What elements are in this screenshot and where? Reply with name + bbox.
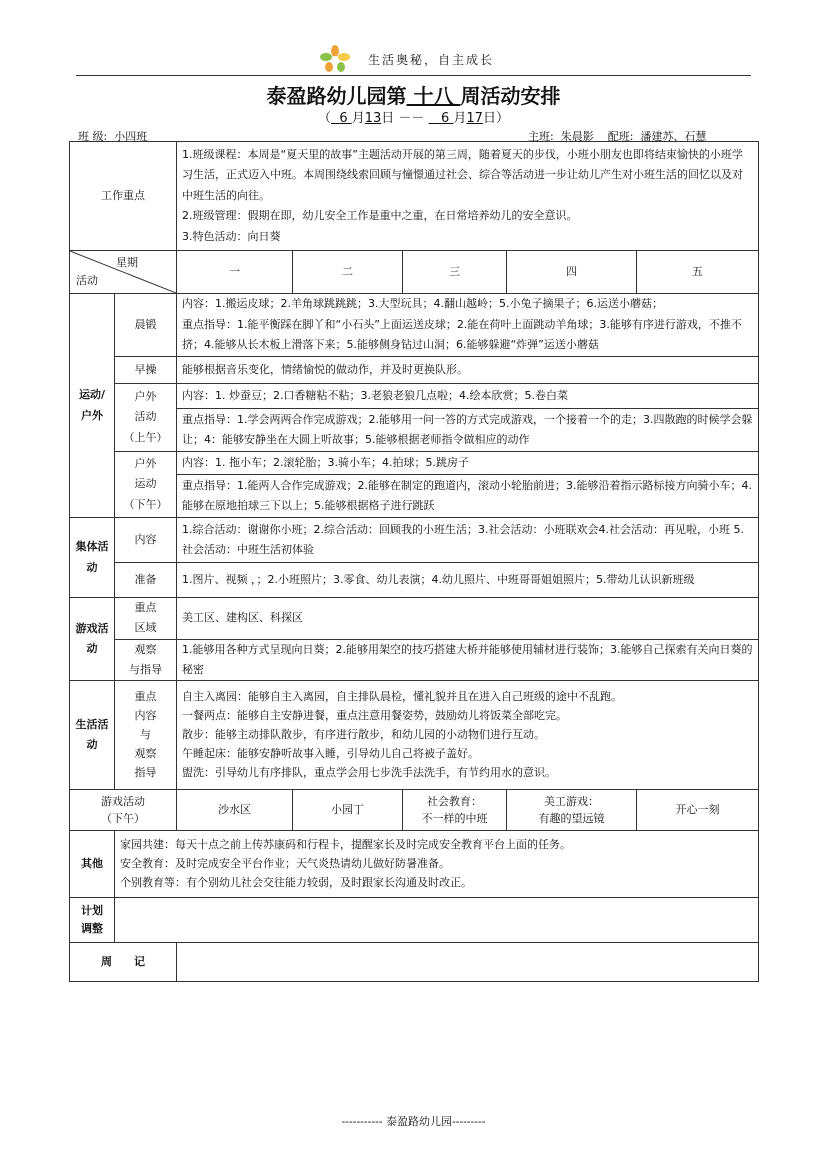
plan-adjust-content — [115, 898, 759, 943]
group-activity-prep-row — [70, 563, 759, 598]
outdoor-pm-label: 户外 运动 （下午） — [115, 452, 177, 518]
morning-drill-label: 早操 — [115, 357, 177, 384]
life-activity-line: 散步：能够主动排队散步，有序进行散步，和幼儿园的小动物们进行互动。 — [182, 727, 545, 741]
outdoor-am-focus: 重点指导：1.学会两两合作完成游戏；2.能够用一问一答的方式完成游戏，一个接着一个的走；3.四散跑的时候学会躲让；4：能够安静坐在大圆上听故事；5.能够根据老师指令做相应的动作 — [177, 409, 759, 452]
work-focus-row — [70, 142, 759, 251]
page-footer: ----------- 泰盈路幼儿园--------- — [341, 1115, 486, 1128]
title-prefix: 泰盈路幼儿园第 — [266, 84, 407, 108]
start-month: 6 — [339, 111, 348, 126]
pm-game-thursday: 美工游戏： 有趣的望远镜 — [507, 790, 637, 831]
weekly-note-label: 周 记 — [70, 943, 177, 982]
work-focus-content — [177, 142, 759, 251]
pm-games-row — [70, 790, 759, 831]
weekday-diagonal-header — [70, 251, 177, 294]
morning-exercise-label: 晨锻 — [115, 294, 177, 357]
outdoor-pm-focus: 重点指导：1.能两人合作完成游戏；2.能够在制定的跑道内，滚动小轮胎前进；3.能够沿着指示路标接方向骑小车；4.能够在原地拍球三下以上；5.能够根据格子进行跳跃 — [177, 475, 759, 518]
life-activity-row — [70, 681, 759, 790]
pm-game-friday: 开心一刻 — [637, 790, 759, 831]
sports-outdoor-group-label: 运动/户外 — [70, 294, 115, 518]
start-day: 13 — [364, 111, 382, 126]
pm-game-monday: 沙水区 — [177, 790, 293, 831]
day-friday: 五 — [637, 251, 759, 294]
morning-exercise-content: 内容：1.搬运皮球；2.羊角球跳跳跳；3.大型玩具；4.翻山越岭；5.小兔子摘果子；6.运送小蘑菇； — [182, 297, 663, 311]
weekly-note-row — [70, 943, 759, 982]
weekly-note-content — [177, 943, 759, 982]
outdoor-pm-content: 内容：1. 拖小车；2.滚轮胎；3.骑小车；4.拍球；5.跳房子 — [177, 452, 759, 475]
other-line: 安全教育：及时完成安全平台作业；天气炎热请幼儿做好防暑准备。 — [120, 856, 450, 870]
work-focus-line: 3.特色活动：向日葵 — [182, 229, 281, 243]
assistant-teachers: 潘建苏、石慧 — [640, 130, 707, 143]
life-activity-label: 生活活动 — [70, 681, 115, 790]
outdoor-am-content-row — [70, 384, 759, 409]
game-area-label: 重点 区域 — [115, 598, 177, 640]
kindergarten-logo-icon — [318, 44, 352, 74]
activity-label: 活动 — [76, 273, 98, 287]
class-name: 小四班 — [114, 130, 148, 143]
end-day: 17 — [466, 111, 483, 126]
plan-adjust-label: 计划 调整 — [70, 898, 115, 943]
other-content — [115, 831, 759, 898]
pm-game-tuesday: 小园丁 — [293, 790, 403, 831]
plan-adjust-row — [70, 898, 759, 943]
pm-games-label: 游戏活动 （下午） — [70, 790, 177, 831]
game-observation-label: 观察 与指导 — [115, 639, 177, 681]
head-teacher: 朱晨影 — [560, 130, 594, 143]
life-activity-content — [177, 681, 759, 790]
life-activity-line: 午睡起床：能够安静听故事入睡，引导幼儿自己将被子盖好。 — [182, 746, 479, 760]
outdoor-am-label: 户外 活动 （上午） — [115, 384, 177, 452]
life-activity-focus-label: 重点 内容 与 观察 指导 — [115, 681, 177, 790]
pm-game-wednesday: 社会教育： 不一样的中班 — [403, 790, 507, 831]
header-divider — [76, 75, 751, 76]
game-area-content: 美工区、建构区、科探区 — [177, 598, 759, 640]
header-motto: 生活奥秘，自主成长 — [368, 53, 495, 67]
date-range: （ 6 月13日 －－ 6 月17日） — [318, 111, 509, 126]
day-thursday: 四 — [507, 251, 637, 294]
weekday-header-row — [70, 251, 759, 294]
morning-exercise-row — [70, 294, 759, 357]
group-activity-label: 集体活动 — [70, 518, 115, 598]
group-activity-content-row — [70, 518, 759, 563]
day-wednesday: 三 — [403, 251, 507, 294]
title-suffix: 周活动安排 — [460, 84, 561, 108]
work-focus-line: 1.班级课程：本周是“夏天里的故事”主题活动开展的第三周，随着夏天的步伐，小班小朋友也即将结束愉快的小班学习生活，正式迈入中班。本周围绕线索回顾与憧憬通过社会、综合等活动进一步让幼儿产生对小班生活的回忆以及对中班生活的向往。 — [182, 148, 743, 202]
life-activity-line: 一餐两点：能够自主安静进餐，重点注意用餐姿势，鼓励幼儿将饭菜全部吃完。 — [182, 709, 567, 723]
title-week: 十八 — [413, 84, 454, 108]
life-activity-line: 盥洗：引导幼儿有序排队，重点学会用七步洗手法洗手，有节约用水的意识。 — [182, 765, 556, 779]
work-focus-label: 工作重点 — [70, 142, 177, 251]
work-focus-line: 2.班级管理：假期在即，幼儿安全工作是重中之重，在日常培养幼儿的安全意识。 — [182, 209, 578, 223]
page-title — [0, 80, 827, 109]
other-row — [70, 831, 759, 898]
morning-drill-content: 能够根据音乐变化，情绪愉悦的做动作，并及时更换队形。 — [177, 357, 759, 384]
weekly-schedule-table — [69, 141, 759, 982]
weekday-label: 星期 — [116, 256, 138, 269]
game-activity-label: 游戏活动 — [70, 598, 115, 681]
outdoor-am-content: 内容：1. 炒蚕豆；2.口香糖粘不粘；3.老狼老狼几点啦；4.绘本欣赏；5.卷白菜 — [177, 384, 759, 409]
game-observation-row — [70, 639, 759, 681]
game-observation-content: 1.能够用各种方式呈现向日葵；2.能够用架空的技巧搭建大桥并能够使用辅材进行装饰；3.能够自己探索有关向日葵的秘密 — [177, 639, 759, 681]
group-activity-prep-label: 准备 — [115, 563, 177, 598]
day-monday: 一 — [177, 251, 293, 294]
teacher-info: 主班: 朱晨影 配班: 潘建苏、石慧 — [528, 130, 707, 143]
group-activity-prep: 1.图片、视频 ，；2.小班照片；3.零食、幼儿表演；4.幼儿照片、中班哥哥姐姐照片；5.带幼儿认识新班级 — [177, 563, 759, 598]
other-line: 个别教育等：有个别幼儿社会交往能力较弱，及时跟家长沟通及时改正。 — [120, 875, 472, 889]
other-label: 其他 — [70, 831, 115, 898]
group-activity-content-label: 内容 — [115, 518, 177, 563]
class-info: 班 级: 小四班 — [78, 130, 148, 143]
outdoor-pm-content-row — [70, 452, 759, 475]
game-area-row — [70, 598, 759, 640]
other-line: 家园共建：每天十点之前上传苏康码和行程卡，提醒家长及时完成安全教育平台上面的任务。 — [120, 838, 571, 852]
group-activity-content: 1.综合活动：谢谢你小班；2.综合活动：回顾我的小班生活；3.社会活动：小班联欢会4.社会活动：再见啦，小班 5.社会活动：中班生活初体验 — [177, 518, 759, 563]
morning-exercise-focus: 重点指导：1.能平衡踩在脚丫和“小石头”上面运送皮球；2.能在荷叶上面跳动羊角球；3.能够有序进行游戏，不推不挤；4.能够从长木板上滑落下来；5.能够侧身钻过山洞；6.能够躲避“炸弹”运送小蘑菇 — [182, 317, 742, 352]
life-activity-line: 自主入离园：能够自主入离园，自主排队晨检，懂礼貌并且在进入自己班级的途中不乱跑。 — [182, 690, 622, 704]
morning-drill-row — [70, 357, 759, 384]
day-tuesday: 二 — [293, 251, 403, 294]
end-month: 6 — [440, 111, 450, 126]
